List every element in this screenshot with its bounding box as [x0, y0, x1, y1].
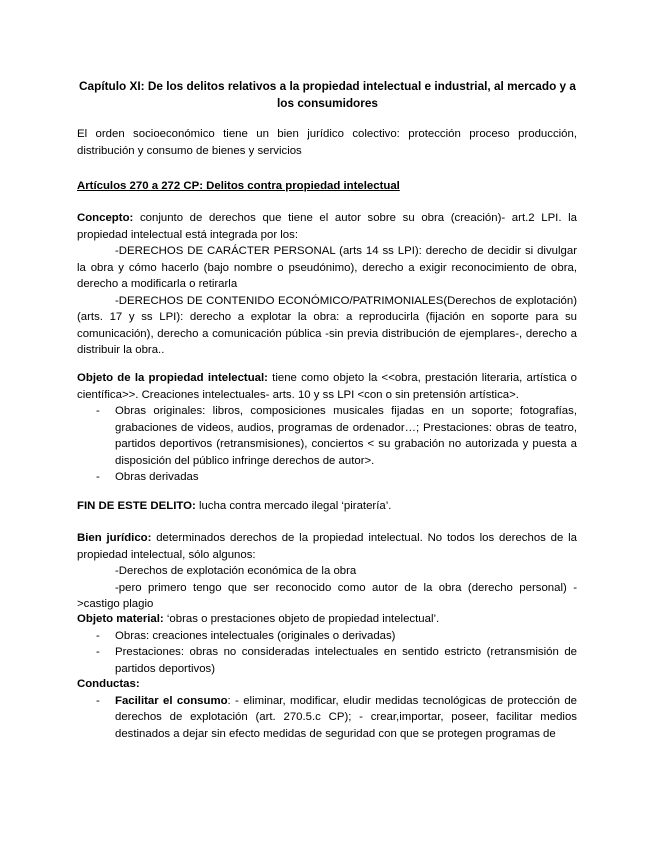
bullet-dash: - — [96, 694, 100, 707]
bullet-dash: - — [96, 646, 100, 658]
bien-section — [77, 530, 577, 613]
bien-label: Bien jurídico: — [77, 532, 152, 544]
list-item — [77, 628, 577, 645]
list-item — [77, 644, 577, 677]
conductas-item-text: : - eliminar, modificar, eludir medidas tecnológicas de protección de derechos de explotación (art. 270.5.c CP); - crear,importar, poseer, facilitar medios destinados a dejar sin efecto medidas de seguridad con que se protegen programas de — [115, 694, 577, 740]
material-label: Objeto material: — [77, 613, 164, 625]
bien-item-autor: -pero primero tengo que ser reconocido como autor de la obra (derecho personal) ->castigo plagio — [77, 581, 577, 610]
concepto-item-personal: -DERECHOS DE CARÁCTER PERSONAL (arts 14 ss LPI): derecho de decidir si divulgar la obra y cómo hacerlo (bajo nombre o pseudónimo), derecho a exigir reconocimiento de obra, derecho a modificarla o retirarla — [77, 245, 577, 290]
concepto-label: Concepto: — [77, 212, 134, 224]
conductas-label: Conductas: — [77, 678, 140, 690]
conductas-item-label: Facilitar el consumo — [115, 694, 228, 707]
list-item — [77, 469, 577, 486]
fin-label: FIN DE ESTE DELITO: — [77, 500, 196, 512]
objeto-text: tiene como objeto la <<obra, prestación literaria, artística o científica>>. Creaciones intelectuales- arts. 10 y ss LPI <con o sin pretensión artística>. — [77, 372, 577, 401]
concepto-section — [77, 210, 577, 359]
chapter-title: Capítulo XI: De los delitos relativos a la propiedad intelectual e industrial, al mercado y a los consumidores — [79, 79, 576, 110]
objeto-bullet-originales: Obras originales: libros, composiciones musicales fijadas en un soporte; fotografías, grabaciones de videos, audios, programas de ordenador…; Prestaciones: obras de teatro, partidos deportivos (retransmisiones), conciertos < su grabación no autorizada y puesta a disposición del público infringe derechos de autor>. — [115, 405, 577, 467]
objeto-bullet-derivadas: Obras derivadas — [115, 471, 199, 483]
material-bullet-prestaciones: Prestaciones: obras no consideradas intelectuales en sentido estricto (retransmisión de partidos deportivos) — [115, 646, 577, 675]
material-section — [77, 611, 577, 677]
objeto-section — [77, 370, 577, 486]
fin-section — [77, 498, 577, 515]
concepto-text: conjunto de derechos que tiene el autor sobre su obra (creación)- art.2 LPI. la propiedad intelectual está integrada por los: — [77, 212, 577, 241]
bien-text: determinados derechos de la propiedad intelectual. No todos los derechos de la propiedad intelectual, sólo algunos: — [77, 532, 577, 561]
intro-paragraph: El orden socioeconómico tiene un bien jurídico colectivo: protección proceso producción, distribución y consumo de bienes y servicios — [77, 128, 577, 157]
list-item — [77, 403, 577, 469]
section-heading: Artículos 270 a 272 CP: Delitos contra propiedad intelectual — [77, 180, 400, 192]
list-item — [77, 693, 577, 743]
bullet-dash: - — [96, 405, 100, 417]
bullet-dash: - — [96, 471, 100, 483]
concepto-item-economico: -DERECHOS DE CONTENIDO ECONÓMICO/PATRIMONIALES(Derechos de explotación) (arts. 17 y ss LPI): derecho a explotar la obra: a reproducirla (fijación en soporte para su comunicación), derecho a comunicación pública -sin previa distribución de ejemplares-, derecho a distribuir la obra.. — [77, 294, 577, 356]
material-text: ‘obras o prestaciones objeto de propiedad intelectual’. — [163, 613, 440, 625]
conductas-section — [77, 676, 577, 742]
material-bullet-obras: Obras: creaciones intelectuales (originales o derivadas) — [115, 629, 396, 642]
objeto-label: Objeto de la propiedad intelectual: — [77, 372, 268, 384]
bien-item-explotacion: -Derechos de explotación económica de la obra — [115, 565, 357, 577]
fin-text: lucha contra mercado ilegal ‘piratería’. — [195, 500, 392, 512]
bullet-dash: - — [96, 629, 100, 642]
